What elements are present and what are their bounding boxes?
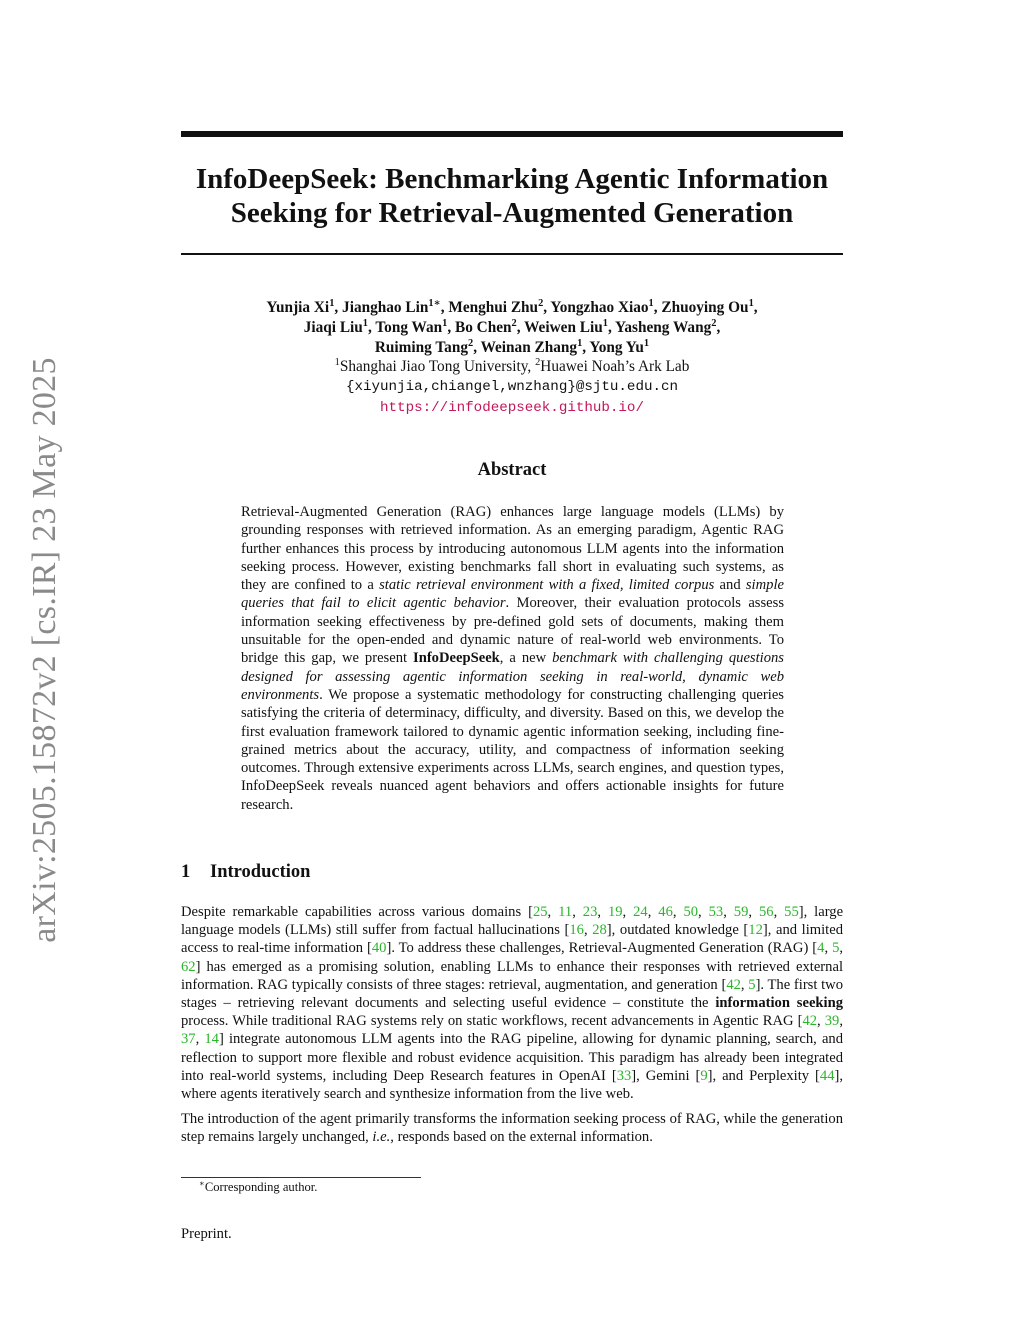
arxiv-stamp-text: arXiv:2505.15872v2 [cs.IR] 23 May 2025 <box>26 357 63 943</box>
section-heading-introduction <box>181 862 310 883</box>
text-run: , <box>583 922 593 939</box>
intro-paragraph-1 <box>181 903 843 1103</box>
text-run: , <box>723 904 734 920</box>
text-run: The introduction of the agent primarily transforms the information seeking process of RAG, while the generation step remains largely unchanged, <box>181 1111 843 1146</box>
text-run: , <box>740 976 749 993</box>
text-run: , <box>597 904 608 920</box>
intro-paragraph-2 <box>181 1110 843 1146</box>
author: Jianghao Lin$^{1∗}$ <box>342 297 441 316</box>
citation-link[interactable]: 28 <box>592 922 607 939</box>
citation-link[interactable]: 59 <box>733 904 749 920</box>
italic-text: simple queries that fail to elicit agentic behavior <box>241 577 784 612</box>
citation-link[interactable]: 23 <box>582 904 598 920</box>
text-run: ], large language models (LLMs) still suffer from factual hallucinations [ <box>181 904 844 939</box>
citation-link[interactable]: 50 <box>683 904 699 920</box>
text-run: , <box>672 904 684 920</box>
title-rule-bottom <box>181 253 843 255</box>
text-run: , <box>698 904 709 920</box>
text-run: , <box>195 1031 205 1048</box>
text-run: . We propose a systematic methodology for constructing challenging queries satisfying the criteria of determinacy, difficulty, and diversity. Based on this, we develop the first evaluation framework tailored to dynamic agentic information seeking, including fine-grained metrics about the accuracy, utility, and compactness of information seeking outcomes. Through extensive experiments across LLMs, search engines, and question types, InfoDeepSeek reveals nuanced agent behaviors and offers actionable insights for future research. <box>241 686 784 813</box>
text-run: ]. The first two stages – retrieving relevant documents and selecting useful evidence – constitute the <box>181 976 844 1012</box>
citation-link[interactable]: 56 <box>758 904 774 920</box>
citation-link[interactable]: 19 <box>607 904 623 920</box>
title-rule-top <box>181 131 843 137</box>
author: Zhuoying Ou$^1$ <box>661 297 754 316</box>
arxiv-stamp <box>14 350 76 950</box>
text-run: process. While traditional RAG systems rely on static workflows, recent advancements in Agentic RAG [ <box>181 1013 803 1030</box>
project-url-link[interactable]: https://infodeepseek.github.io/ <box>380 400 644 416</box>
author: Weiwen Liu$^1$ <box>524 317 608 336</box>
footnote-text: Corresponding author. <box>204 1180 318 1194</box>
author: Weinan Zhang$^1$ <box>480 337 583 356</box>
citation-link[interactable]: 33 <box>616 1067 632 1084</box>
text-run: ]. To address these challenges, Retrieval-Augmented Generation (RAG) [ <box>386 940 818 957</box>
text-run: and <box>714 577 746 594</box>
citation-link[interactable]: 16 <box>569 922 584 939</box>
citation-link[interactable]: 62 <box>181 958 196 975</box>
citation-link[interactable]: 25 <box>532 904 548 920</box>
section-number: 1 <box>181 862 191 882</box>
contact-email: {xiyunjia,chiangel,wnzhang}@sjtu.edu.cn <box>345 379 679 395</box>
text-run: ], outdated knowledge [ <box>606 922 749 939</box>
text-run: , <box>572 904 583 920</box>
italic-text: static retrieval environment with a fixed, limited corpus <box>379 577 715 594</box>
author: Yongzhao Xiao$^1$ <box>550 297 654 316</box>
text-run: ] integrate autonomous LLM agents into the RAG pipeline, allowing for dynamic planning, search, and reflection to support more flexible and robust evidence acquisition. This paradigm has already been integrated into real-world systems, including Deep Research features in OpenAI [ <box>181 1031 844 1084</box>
citation-link[interactable]: 44 <box>819 1067 835 1084</box>
text-run: , <box>839 940 844 957</box>
citation-link[interactable]: 5 <box>748 976 756 993</box>
italic-text: benchmark with challenging questions designed for assessing agentic information seeking in real-world, dynamic web environments <box>241 650 784 703</box>
footnote <box>199 1177 318 1195</box>
author-list: Yunjia Xi$^1$, Jianghao Lin$^{1∗}$, Menghui Zhu$^2$, Yongzhao Xiao$^1$, Zhuoying Ou$^1$, Jiaqi Liu$^1$, Tong Wan$^1$, Bo Chen$^2$, Weiwen Liu$^1$, Yasheng Wang$^2$, Ruiming Tang$^2$, Weinan Zhang$^1$, Yong Yu$^1$ <box>266 297 758 356</box>
page-footer: Preprint. <box>181 1226 232 1242</box>
introduction-body <box>181 903 843 1154</box>
text-run: , <box>622 904 634 920</box>
citation-link[interactable]: 11 <box>558 904 573 920</box>
affiliation-line: $^1$Shanghai Jiao Tong University, $^2$Huawei Noah’s Ark Lab <box>334 356 690 375</box>
affiliations <box>181 357 843 418</box>
title-line-2: Seeking for Retrieval-Augmented Generation <box>230 197 794 229</box>
citation-link[interactable]: 9 <box>700 1067 708 1084</box>
citation-link[interactable]: 46 <box>658 904 673 920</box>
section-title: Introduction <box>210 862 311 882</box>
bold-text: information seeking <box>715 995 844 1012</box>
text-run: , <box>817 1013 825 1030</box>
text-run: , <box>824 940 833 957</box>
author: Ruiming Tang$^2$ <box>374 337 474 356</box>
citation-link[interactable]: 5 <box>832 940 840 957</box>
author: Tong Wan$^1$ <box>375 317 448 336</box>
text-run: ], where agents iteratively search and synthesize information from the live web. <box>181 1067 844 1103</box>
citation-link[interactable]: 40 <box>371 940 387 957</box>
text-run: Retrieval-Augmented Generation (RAG) enhances large language models (LLMs) by grounding responses with retrieved information. As an emerging paradigm, Agentic RAG further enhances this process by introducing autonomous LLM agents into the information seeking process. However, existing benchmarks fall short in evaluating such systems, as they are confined to a <box>241 504 784 594</box>
text-run: , <box>839 1013 843 1030</box>
footnote-rule <box>181 1177 421 1178</box>
text-run: , <box>547 904 559 920</box>
author: Yong Yu$^1$ <box>589 337 650 356</box>
author: Yasheng Wang$^2$ <box>615 317 717 336</box>
text-run: ], Gemini [ <box>631 1067 701 1084</box>
citation-link[interactable]: 53 <box>708 904 724 920</box>
text-run: , a new <box>499 650 553 667</box>
citation-link[interactable]: 39 <box>824 1013 840 1030</box>
citation-link[interactable]: 12 <box>748 922 763 939</box>
citation-link[interactable]: 55 <box>784 904 799 920</box>
author: Yunjia Xi$^1$ <box>266 297 335 316</box>
author: Bo Chen$^2$ <box>455 317 517 336</box>
abstract-body <box>241 503 784 814</box>
paper-title <box>181 162 843 230</box>
title-line-1: InfoDeepSeek: Benchmarking Agentic Information <box>195 163 829 195</box>
text-run: , responds based on the external information. <box>390 1129 653 1146</box>
citation-link[interactable]: 42 <box>802 1013 818 1030</box>
citation-link[interactable]: 24 <box>633 904 648 920</box>
text-run: ], and limited access to real-time information [ <box>181 922 843 957</box>
text-run: , <box>748 904 759 920</box>
text-run: ] has emerged as a promising solution, enabling LLMs to enhance their responses with retrieved external information. RAG typically consists of three stages: retrieval, augmentation, and generation [ <box>181 958 843 993</box>
text-run: Despite remarkable capabilities across various domains [ <box>181 904 533 920</box>
author: Menghui Zhu$^2$ <box>448 297 544 316</box>
citation-link[interactable]: 14 <box>204 1031 219 1048</box>
citation-link[interactable]: 4 <box>817 940 825 957</box>
footnote-mark: ∗ <box>199 1177 205 1188</box>
citation-link[interactable]: 42 <box>726 976 741 993</box>
author: Jiaqi Liu$^1$ <box>303 317 368 336</box>
italic-text: i.e. <box>372 1129 391 1146</box>
text-run: ], and Perplexity [ <box>707 1067 820 1084</box>
text-run: , <box>647 904 659 920</box>
text-run: . Moreover, their evaluation protocols assess information seeking effectiveness by pre-defined gold sets of documents, making them unsuitable for the open-ended and dynamic nature of real-world web environments. To bridge this gap, we present <box>241 595 784 667</box>
bold-text: InfoDeepSeek <box>413 650 500 667</box>
abstract-heading: Abstract <box>477 460 547 480</box>
citation-link[interactable]: 37 <box>181 1031 196 1048</box>
text-run: , <box>773 904 785 920</box>
